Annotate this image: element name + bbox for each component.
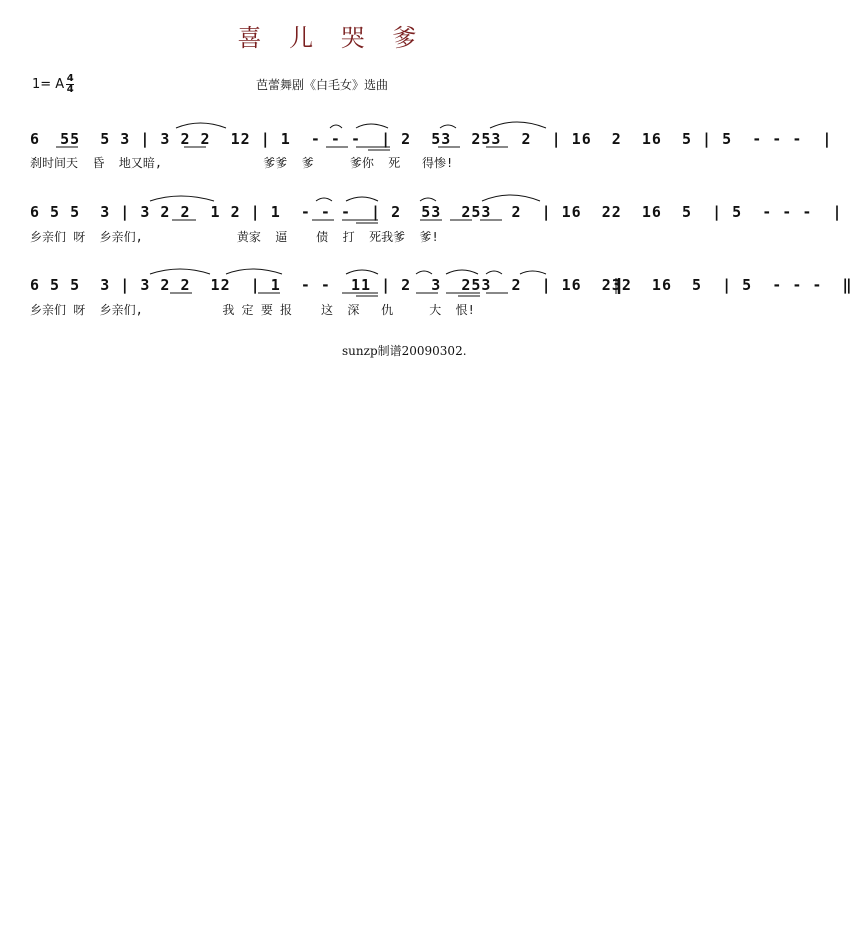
notation-line-1: 6 55 5 3 | 3 2 2 12 | 1 - - - | 2 53 253 2 | 16 2 16 5 | 5 - - - | xyxy=(30,130,833,148)
slur-arc xyxy=(440,125,456,128)
notation-line-2: 6 5 5 3 | 3 2 2 1 2 | 1 - - - | 2 53 253 2 | 16 22 16 5 | 5 - - - | xyxy=(30,203,843,221)
slur-arc xyxy=(416,271,432,274)
slur-arc xyxy=(486,271,502,274)
song-title: 喜 儿 哭 爹 xyxy=(237,24,427,52)
slur-arc xyxy=(316,198,332,201)
lyrics-line-2: 乡亲们 呀 乡亲们, 黄家 逼 债 打 死我爹 爹! xyxy=(30,230,439,244)
slur-arc xyxy=(446,270,478,274)
slur-arc xyxy=(330,125,342,128)
time-signature-bottom: 4 xyxy=(66,84,74,95)
slur-arc xyxy=(176,123,226,128)
slur-arc xyxy=(520,271,546,274)
source-note: 芭蕾舞剧《白毛女》选曲 xyxy=(256,78,389,92)
transcriber-credit: sunzp制谱20090302. xyxy=(342,344,467,358)
slur-arc xyxy=(226,269,282,274)
lyrics-line-1: 刹时间天 昏 地又暗, 爹爹 爹 爹你 死 得惨! xyxy=(30,156,454,170)
slur-arc xyxy=(150,196,214,201)
notation-line-3: 6 5 5 3 | 3 2 2 12 | 1 - - 11 | 2 3 253 2 | 16 232 16 5 | 5 - - - ‖ xyxy=(30,276,853,294)
slur-arc xyxy=(346,197,378,201)
time-signature-top: 4 xyxy=(66,73,74,84)
slur-arc xyxy=(346,270,378,274)
lyrics-line-3: 乡亲们 呀 乡亲们, 我 定 要 报 这 深 仇 大 恨! xyxy=(30,303,475,317)
slur-arc xyxy=(420,198,436,201)
slur-arc xyxy=(150,269,210,274)
slur-arc xyxy=(356,124,388,128)
slur-arc xyxy=(482,195,540,201)
key-label: 1= A xyxy=(32,77,65,92)
slur-arc xyxy=(490,122,546,128)
